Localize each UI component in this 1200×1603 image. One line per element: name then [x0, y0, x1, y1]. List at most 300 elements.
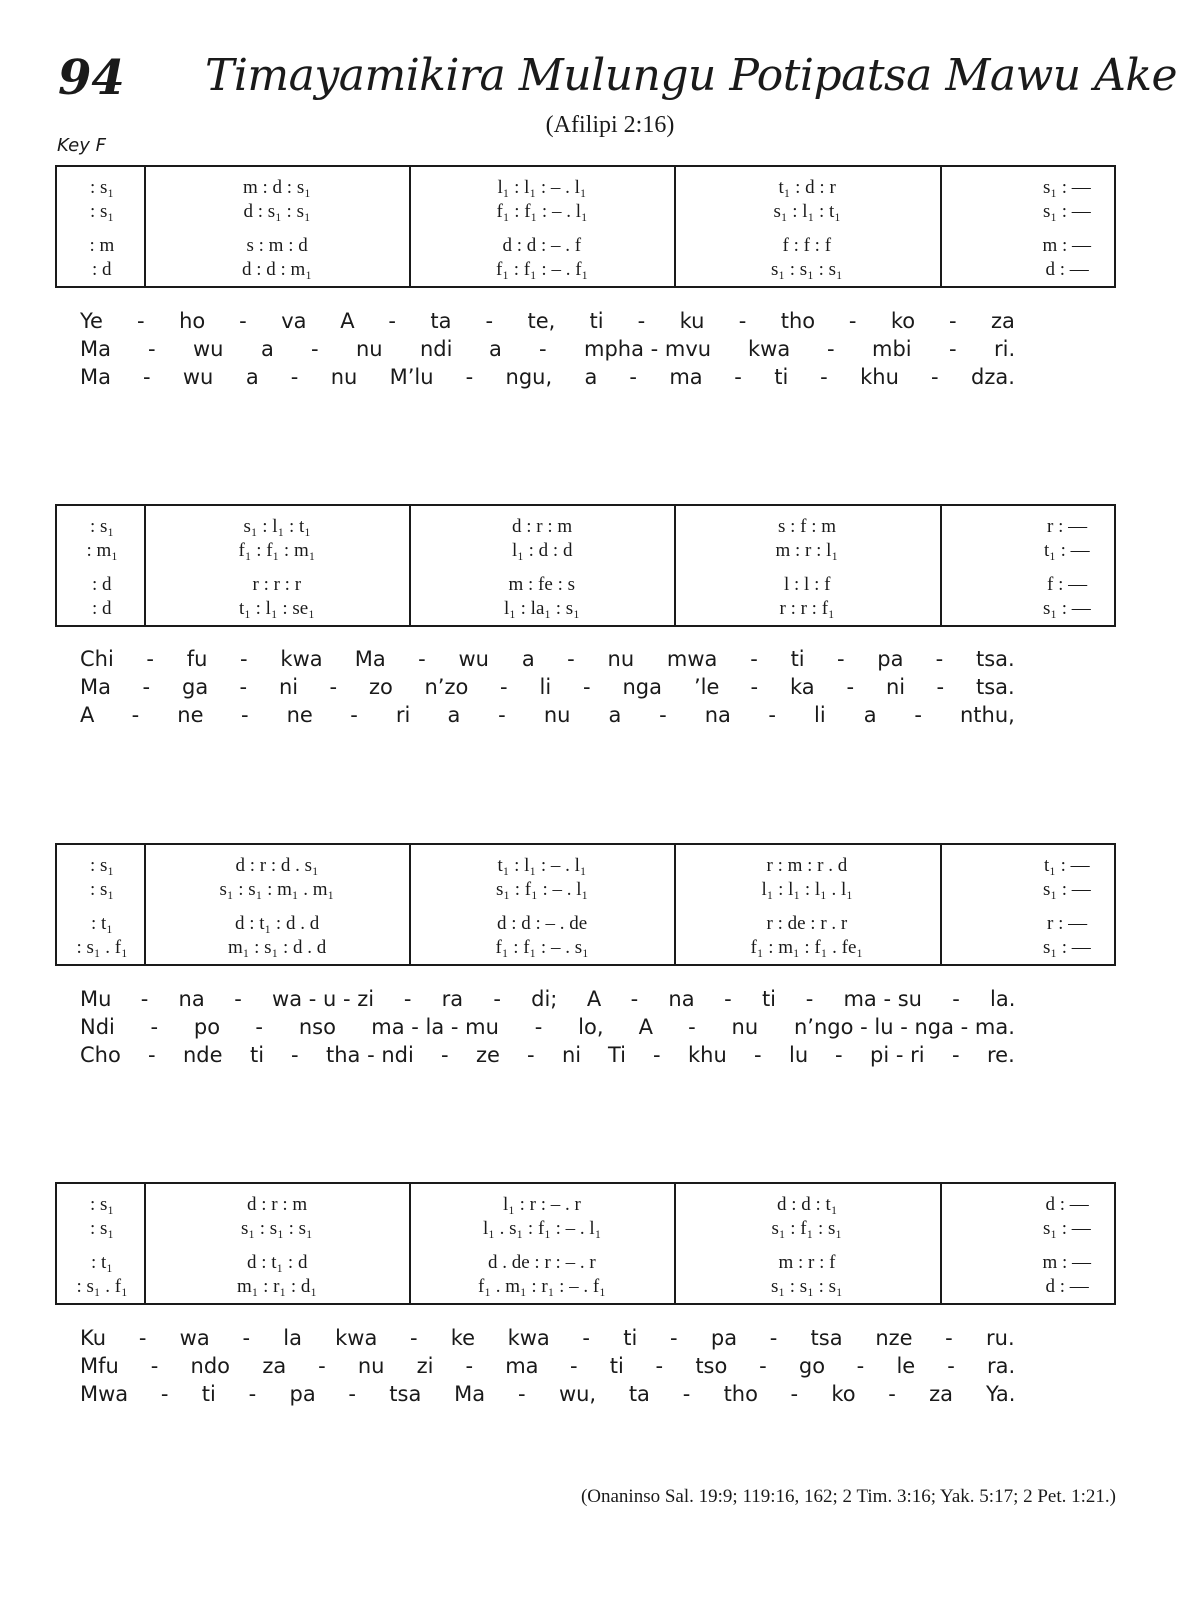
syllable-hyphen: -	[465, 1354, 474, 1378]
measure-notes: s₁ : f₁ : s₁	[771, 1218, 843, 1239]
lyric-syllable: ngu,	[505, 365, 553, 389]
syllable-hyphen: -	[290, 365, 299, 389]
syllable-hyphen: -	[418, 647, 426, 671]
lyric-syllable: khu	[688, 1043, 727, 1067]
measure-notes: l₁ . s₁ : f₁ : – . l₁	[483, 1218, 602, 1239]
syllable-hyphen: -	[239, 309, 247, 333]
lyric-syllable: a	[245, 365, 259, 389]
syllable-hyphen: -	[150, 1354, 159, 1378]
syllable-hyphen: -	[493, 987, 501, 1011]
measure-notes: l₁ : la₁ : s₁	[504, 598, 580, 619]
lyric-syllable: tsa.	[976, 647, 1015, 671]
syllable-hyphen: -	[150, 1015, 159, 1039]
voice-part-row	[57, 574, 1114, 596]
syllable-hyphen: -	[653, 1043, 661, 1067]
syllable-hyphen: -	[734, 365, 742, 389]
lyric-syllable: nu	[330, 365, 358, 389]
measure-notes: s₁ : —	[1043, 598, 1091, 619]
lyric-syllable: ti	[761, 987, 777, 1011]
measure-notes: : s₁ . f₁	[76, 1276, 128, 1297]
lyric-syllable: ne	[177, 703, 204, 727]
lyric-syllable: tha - ndi	[326, 1043, 414, 1067]
lyric-syllable: va	[281, 309, 307, 333]
lyric-syllable: za	[991, 309, 1015, 333]
measure-notes: d : t₁ : d	[247, 1252, 308, 1273]
measure-notes: m : r : l₁	[775, 540, 839, 561]
hymn-number: 94	[58, 50, 125, 106]
lyric-syllable: Ma	[454, 1382, 486, 1406]
lyric-syllable: A	[340, 309, 355, 333]
scripture-reference: (Afilipi 2:16)	[545, 112, 675, 138]
measure-notes: s : m : d	[246, 235, 308, 256]
lyric-syllable: ta	[628, 1382, 650, 1406]
lyric-syllable: nu	[607, 647, 635, 671]
lyric-syllable: wu,	[558, 1382, 597, 1406]
lyric-syllable: a	[584, 365, 598, 389]
voice-part-row	[57, 201, 1114, 223]
syllable-hyphen: -	[518, 1382, 526, 1406]
measure-notes: s₁ : s₁ : s₁	[771, 259, 843, 280]
measure-notes: m : fe : s	[508, 574, 575, 595]
syllable-hyphen: -	[388, 309, 396, 333]
lyric-syllable: ’le	[694, 675, 720, 699]
voice-part-row	[57, 598, 1114, 620]
lyric-syllable: wu	[182, 365, 214, 389]
lyric-syllable: ndi	[420, 337, 453, 361]
measure-notes: r : —	[1047, 913, 1088, 934]
syllable-hyphen: -	[759, 1354, 767, 1378]
lyric-syllable: re.	[987, 1043, 1015, 1067]
syllable-hyphen: -	[527, 1043, 535, 1067]
staff-system	[55, 843, 1116, 966]
lyric-syllable: dza.	[971, 365, 1015, 389]
lyric-syllable: Cho	[80, 1043, 121, 1067]
measure-notes: l₁ : r : – . r	[503, 1194, 581, 1215]
measure-notes: s₁ : s₁ : s₁	[771, 1276, 843, 1297]
syllable-hyphen: -	[311, 337, 319, 361]
voice-part-row	[57, 540, 1114, 562]
voice-part-row	[57, 1252, 1114, 1274]
lyric-syllable: la.	[990, 987, 1016, 1011]
lyric-syllable: ze	[476, 1043, 500, 1067]
lyric-line	[0, 307, 1200, 335]
measure-notes: : s₁	[90, 1194, 115, 1215]
measure-notes: s₁ : —	[1043, 201, 1091, 222]
syllable-hyphen: -	[240, 703, 249, 727]
syllable-hyphen: -	[348, 1382, 356, 1406]
lyric-syllable: ri	[395, 703, 411, 727]
measure-notes: d : —	[1045, 1194, 1089, 1215]
lyric-syllable: tho	[780, 309, 816, 333]
measure-notes: : s₁	[90, 1218, 115, 1239]
measure-notes: : s₁	[90, 201, 115, 222]
lyric-syllable: Ma	[80, 675, 111, 699]
lyric-syllable: kwa	[335, 1326, 378, 1350]
measure-notes: d : r : d . s₁	[235, 855, 319, 876]
lyric-syllable: fu	[186, 647, 208, 671]
staff-system	[55, 504, 1116, 627]
lyric-line	[0, 335, 1200, 363]
syllable-hyphen: -	[936, 675, 945, 699]
lyric-syllable: ni	[886, 675, 906, 699]
lyric-syllable: ra	[441, 987, 464, 1011]
lyric-syllable: nu	[731, 1015, 759, 1039]
measure-notes: t₁ : —	[1044, 540, 1090, 561]
syllable-hyphen: -	[160, 1382, 169, 1406]
lyric-syllable: wu	[193, 337, 224, 361]
syllable-hyphen: -	[947, 1354, 955, 1378]
syllable-hyphen: -	[239, 675, 248, 699]
measure-notes: r : —	[1047, 516, 1088, 537]
syllable-hyphen: -	[539, 337, 547, 361]
measure-notes: : s₁	[90, 177, 115, 198]
measure-notes: m : r : f	[778, 1252, 836, 1273]
lyric-syllable: nthu,	[960, 703, 1015, 727]
syllable-hyphen: -	[655, 1354, 664, 1378]
lyric-line	[0, 1041, 1200, 1069]
measure-notes: m : —	[1042, 1252, 1092, 1273]
syllable-hyphen: -	[931, 365, 939, 389]
lyric-syllable: ma - su	[843, 987, 922, 1011]
measure-notes: f₁ : f₁ : m₁	[238, 540, 316, 561]
lyric-syllable: wa - u - zi	[272, 987, 375, 1011]
syllable-hyphen: -	[240, 647, 248, 671]
lyric-syllable: li	[814, 703, 826, 727]
measure-notes: s₁ : —	[1043, 177, 1091, 198]
measure-notes: r : r : r	[252, 574, 302, 595]
lyric-syllable: ti	[774, 365, 789, 389]
measure-notes: d : d : – . f	[502, 235, 582, 256]
staff-system	[55, 165, 1116, 288]
syllable-hyphen: -	[142, 675, 151, 699]
lyric-syllable: li	[539, 675, 552, 699]
lyric-syllable: ko	[831, 1382, 856, 1406]
syllable-hyphen: -	[409, 1326, 418, 1350]
measure-notes: s₁ : —	[1043, 937, 1091, 958]
lyric-syllable: a	[521, 647, 535, 671]
syllable-hyphen: -	[146, 647, 154, 671]
syllable-hyphen: -	[820, 365, 828, 389]
lyric-syllable: ti	[589, 309, 604, 333]
lyric-syllable: Mfu	[80, 1354, 119, 1378]
syllable-hyphen: -	[935, 647, 944, 671]
syllable-hyphen: -	[637, 309, 646, 333]
measure-notes: m₁ : r₁ : d₁	[237, 1276, 318, 1297]
lyric-syllable: ra.	[987, 1354, 1016, 1378]
lyric-syllable: ti	[250, 1043, 265, 1067]
lyric-line	[0, 1013, 1200, 1041]
lyric-syllable: mpha - mvu	[584, 337, 712, 361]
lyric-line	[0, 1380, 1200, 1408]
measure-notes: d : d : m₁	[242, 259, 312, 280]
measure-notes: f : f : f	[782, 235, 832, 256]
voice-part-row	[57, 235, 1114, 257]
syllable-hyphen: -	[350, 703, 358, 727]
syllable-hyphen: -	[670, 1326, 678, 1350]
measure-notes: s₁ : —	[1043, 879, 1091, 900]
lyric-syllable: wu	[458, 647, 489, 671]
lyric-syllable: a	[489, 337, 502, 361]
lyric-syllable: nu	[356, 337, 383, 361]
lyric-syllable: tsa	[810, 1326, 843, 1350]
lyric-syllable: a	[608, 703, 622, 727]
lyric-syllable: na	[668, 987, 695, 1011]
lyric-syllable: Ndi	[80, 1015, 115, 1039]
syllable-hyphen: -	[630, 987, 639, 1011]
lyric-syllable: tsa.	[976, 675, 1015, 699]
syllable-hyphen: -	[498, 703, 506, 727]
measure-notes: m₁ : s₁ : d . d	[228, 937, 327, 958]
syllable-hyphen: -	[914, 703, 922, 727]
syllable-hyphen: -	[682, 1382, 691, 1406]
syllable-hyphen: -	[567, 647, 575, 671]
measure-notes: r : de : r . r	[766, 913, 848, 934]
syllable-hyphen: -	[768, 703, 776, 727]
lyric-syllable: A	[638, 1015, 653, 1039]
measure-notes: : d	[92, 259, 112, 280]
measure-notes: f₁ : m₁ : f₁ . fe₁	[750, 937, 863, 958]
lyric-syllable: nga	[622, 675, 663, 699]
lyric-line	[0, 701, 1200, 729]
measure-notes: d : d : – . de	[497, 913, 588, 934]
measure-notes: l : l : f	[784, 574, 831, 595]
lyric-syllable: n’zo	[424, 675, 469, 699]
lyric-syllable: kwa	[507, 1326, 550, 1350]
measure-notes: d : —	[1045, 259, 1089, 280]
syllable-hyphen: -	[403, 987, 412, 1011]
measure-notes: m : —	[1042, 235, 1092, 256]
lyric-syllable: a	[447, 703, 461, 727]
measure-notes: : m	[89, 235, 115, 256]
syllable-hyphen: -	[888, 1382, 896, 1406]
lyric-syllable: ru.	[986, 1326, 1015, 1350]
syllable-hyphen: -	[242, 1326, 251, 1350]
lyric-syllable: la	[283, 1326, 302, 1350]
syllable-hyphen: -	[952, 1043, 960, 1067]
measure-notes: d : —	[1045, 1276, 1089, 1297]
measure-notes: : s₁	[90, 855, 115, 876]
lyric-syllable: zo	[369, 675, 393, 699]
lyric-syllable: A	[586, 987, 602, 1011]
syllable-hyphen: -	[629, 365, 637, 389]
syllable-hyphen: -	[948, 309, 957, 333]
lyric-syllable: tso	[695, 1354, 728, 1378]
syllable-hyphen: -	[140, 987, 149, 1011]
measure-notes: f₁ . m₁ : r₁ : – . f₁	[478, 1276, 606, 1297]
measure-notes: l₁ : d : d	[512, 540, 573, 561]
lyric-syllable: nu	[357, 1354, 385, 1378]
lyric-syllable: za	[262, 1354, 287, 1378]
lyric-syllable: ta	[430, 309, 452, 333]
syllable-hyphen: -	[945, 1326, 953, 1350]
lyric-syllable: pa	[877, 647, 904, 671]
syllable-hyphen: -	[848, 309, 857, 333]
measure-notes: f₁ : f₁ : – . l₁	[496, 201, 588, 222]
lyric-syllable: n’ngo - lu - nga - ma.	[794, 1015, 1015, 1039]
lyric-syllable: Ma	[80, 337, 111, 361]
lyric-syllable: nze	[875, 1326, 913, 1350]
lyric-syllable: zi	[416, 1354, 434, 1378]
lyric-syllable: ni	[279, 675, 299, 699]
syllable-hyphen: -	[949, 337, 957, 361]
syllable-hyphen: -	[500, 675, 508, 699]
syllable-hyphen: -	[790, 1382, 799, 1406]
lyric-syllable: ma	[669, 365, 703, 389]
syllable-hyphen: -	[255, 1015, 263, 1039]
measure-notes: s₁ : s₁ : s₁	[241, 1218, 313, 1239]
lyric-syllable: lo,	[578, 1015, 604, 1039]
measure-notes: s : f : m	[778, 516, 837, 537]
measure-notes: t₁ : l₁ : – . l₁	[497, 855, 587, 876]
syllable-hyphen: -	[148, 337, 156, 361]
lyric-syllable: nu	[543, 703, 571, 727]
hymn-title: Timayamikira Mulungu Potipatsa Mawu Ake	[205, 50, 1178, 101]
lyric-syllable: nde	[183, 1043, 223, 1067]
lyric-syllable: di;	[531, 987, 558, 1011]
measure-notes: d : r : m	[247, 1194, 308, 1215]
syllable-hyphen: -	[952, 987, 960, 1011]
measure-notes: : d	[92, 574, 112, 595]
lyric-syllable: ma - la - mu	[371, 1015, 499, 1039]
measure-notes: s₁ : s₁ : m₁ . m₁	[219, 879, 335, 900]
lyric-line	[0, 645, 1200, 673]
lyric-syllable: Ku	[80, 1326, 107, 1350]
measure-notes: t₁ : —	[1044, 855, 1090, 876]
voice-part-row	[57, 1218, 1114, 1240]
measure-notes: l₁ : l₁ : l₁ . l₁	[761, 879, 853, 900]
lyric-syllable: ma	[505, 1354, 539, 1378]
lyric-syllable: tsa	[389, 1382, 422, 1406]
lyric-syllable: pa	[289, 1382, 316, 1406]
lyric-syllable: kwa	[280, 647, 323, 671]
lyric-syllable: ke	[450, 1326, 476, 1350]
lyric-syllable: ti	[609, 1354, 624, 1378]
voice-part-row	[57, 259, 1114, 281]
measure-notes: d : s₁ : s₁	[243, 201, 311, 222]
lyric-syllable: mbi	[872, 337, 912, 361]
voice-part-row	[57, 1276, 1114, 1298]
lyric-syllable: a	[863, 703, 877, 727]
lyric-syllable: na	[178, 987, 205, 1011]
lyric-syllable: ko	[890, 309, 916, 333]
syllable-hyphen: -	[318, 1354, 326, 1378]
voice-part-row	[57, 937, 1114, 959]
measure-notes: l₁ : l₁ : – . l₁	[497, 177, 587, 198]
syllable-hyphen: -	[534, 1015, 543, 1039]
measure-notes: s₁ : —	[1043, 1218, 1091, 1239]
measure-notes: s₁ : l₁ : t₁	[243, 516, 311, 537]
measure-notes: r : m : r . d	[766, 855, 848, 876]
syllable-hyphen: -	[750, 647, 758, 671]
syllable-hyphen: -	[329, 675, 338, 699]
syllable-hyphen: -	[738, 309, 747, 333]
measure-notes: : t₁	[91, 913, 113, 934]
lyric-syllable: le	[896, 1354, 916, 1378]
lyric-syllable: Chi	[80, 647, 114, 671]
measure-notes: d : d : t₁	[777, 1194, 838, 1215]
measure-notes: d . de : r : – . r	[488, 1252, 596, 1273]
lyric-syllable: ti	[790, 647, 805, 671]
syllable-hyphen: -	[836, 647, 845, 671]
syllable-hyphen: -	[138, 1326, 147, 1350]
syllable-hyphen: -	[827, 337, 835, 361]
syllable-hyphen: -	[441, 1043, 449, 1067]
measure-notes: : m₁	[86, 540, 118, 561]
lyric-syllable: Ya.	[986, 1382, 1016, 1406]
lyric-syllable: ka	[790, 675, 815, 699]
measure-notes: t₁ : d : r	[778, 177, 836, 198]
measure-notes: : s₁	[90, 516, 115, 537]
syllable-hyphen: -	[805, 987, 814, 1011]
lyric-line	[0, 673, 1200, 701]
lyric-syllable: ndo	[190, 1354, 231, 1378]
syllable-hyphen: -	[234, 987, 242, 1011]
syllable-hyphen: -	[754, 1043, 762, 1067]
syllable-hyphen: -	[769, 1326, 778, 1350]
syllable-hyphen: -	[131, 703, 140, 727]
lyric-syllable: ku	[679, 309, 705, 333]
lyric-syllable: go	[798, 1354, 826, 1378]
lyric-syllable: ho	[179, 309, 206, 333]
key-signature: Key F	[57, 135, 106, 156]
lyric-syllable: Ye	[80, 309, 103, 333]
lyric-syllable: Ma	[80, 365, 111, 389]
syllable-hyphen: -	[659, 703, 667, 727]
lyric-line	[0, 985, 1200, 1013]
lyric-syllable: po	[193, 1015, 221, 1039]
lyric-syllable: ti	[201, 1382, 216, 1406]
syllable-hyphen: -	[846, 675, 855, 699]
measure-notes: f₁ : f₁ : – . f₁	[496, 259, 589, 280]
voice-part-row	[57, 177, 1114, 199]
syllable-hyphen: -	[724, 987, 732, 1011]
voice-part-row	[57, 855, 1114, 877]
lyric-syllable: Ma	[354, 647, 386, 671]
lyric-syllable: ti	[623, 1326, 638, 1350]
lyric-syllable: A	[80, 703, 95, 727]
lyric-syllable: ri.	[994, 337, 1016, 361]
syllable-hyphen: -	[148, 1043, 156, 1067]
measure-notes: : t₁	[91, 1252, 113, 1273]
lyric-syllable: ni	[562, 1043, 582, 1067]
lyric-syllable: mwa	[666, 647, 718, 671]
lyric-syllable: te,	[527, 309, 556, 333]
staff-system	[55, 1182, 1116, 1305]
syllable-hyphen: -	[248, 1382, 257, 1406]
syllable-hyphen: -	[465, 365, 474, 389]
lyric-syllable: pa	[710, 1326, 738, 1350]
lyric-syllable: Mwa	[80, 1382, 129, 1406]
lyric-syllable: na	[704, 703, 731, 727]
lyric-line	[0, 1352, 1200, 1380]
lyric-syllable: tho	[723, 1382, 758, 1406]
measure-notes: f : —	[1047, 574, 1088, 595]
measure-notes: d : t₁ : d . d	[235, 913, 320, 934]
syllable-hyphen: -	[835, 1043, 843, 1067]
syllable-hyphen: -	[582, 1326, 590, 1350]
measure-notes: : d	[92, 598, 112, 619]
syllable-hyphen: -	[750, 675, 759, 699]
lyric-line	[0, 363, 1200, 391]
voice-part-row	[57, 879, 1114, 901]
lyric-syllable: za	[929, 1382, 954, 1406]
syllable-hyphen: -	[291, 1043, 299, 1067]
syllable-hyphen: -	[688, 1015, 696, 1039]
syllable-hyphen: -	[485, 309, 494, 333]
voice-part-row	[57, 913, 1114, 935]
lyric-syllable: ga	[182, 675, 209, 699]
measure-notes: f₁ : f₁ : – . s₁	[495, 937, 589, 958]
